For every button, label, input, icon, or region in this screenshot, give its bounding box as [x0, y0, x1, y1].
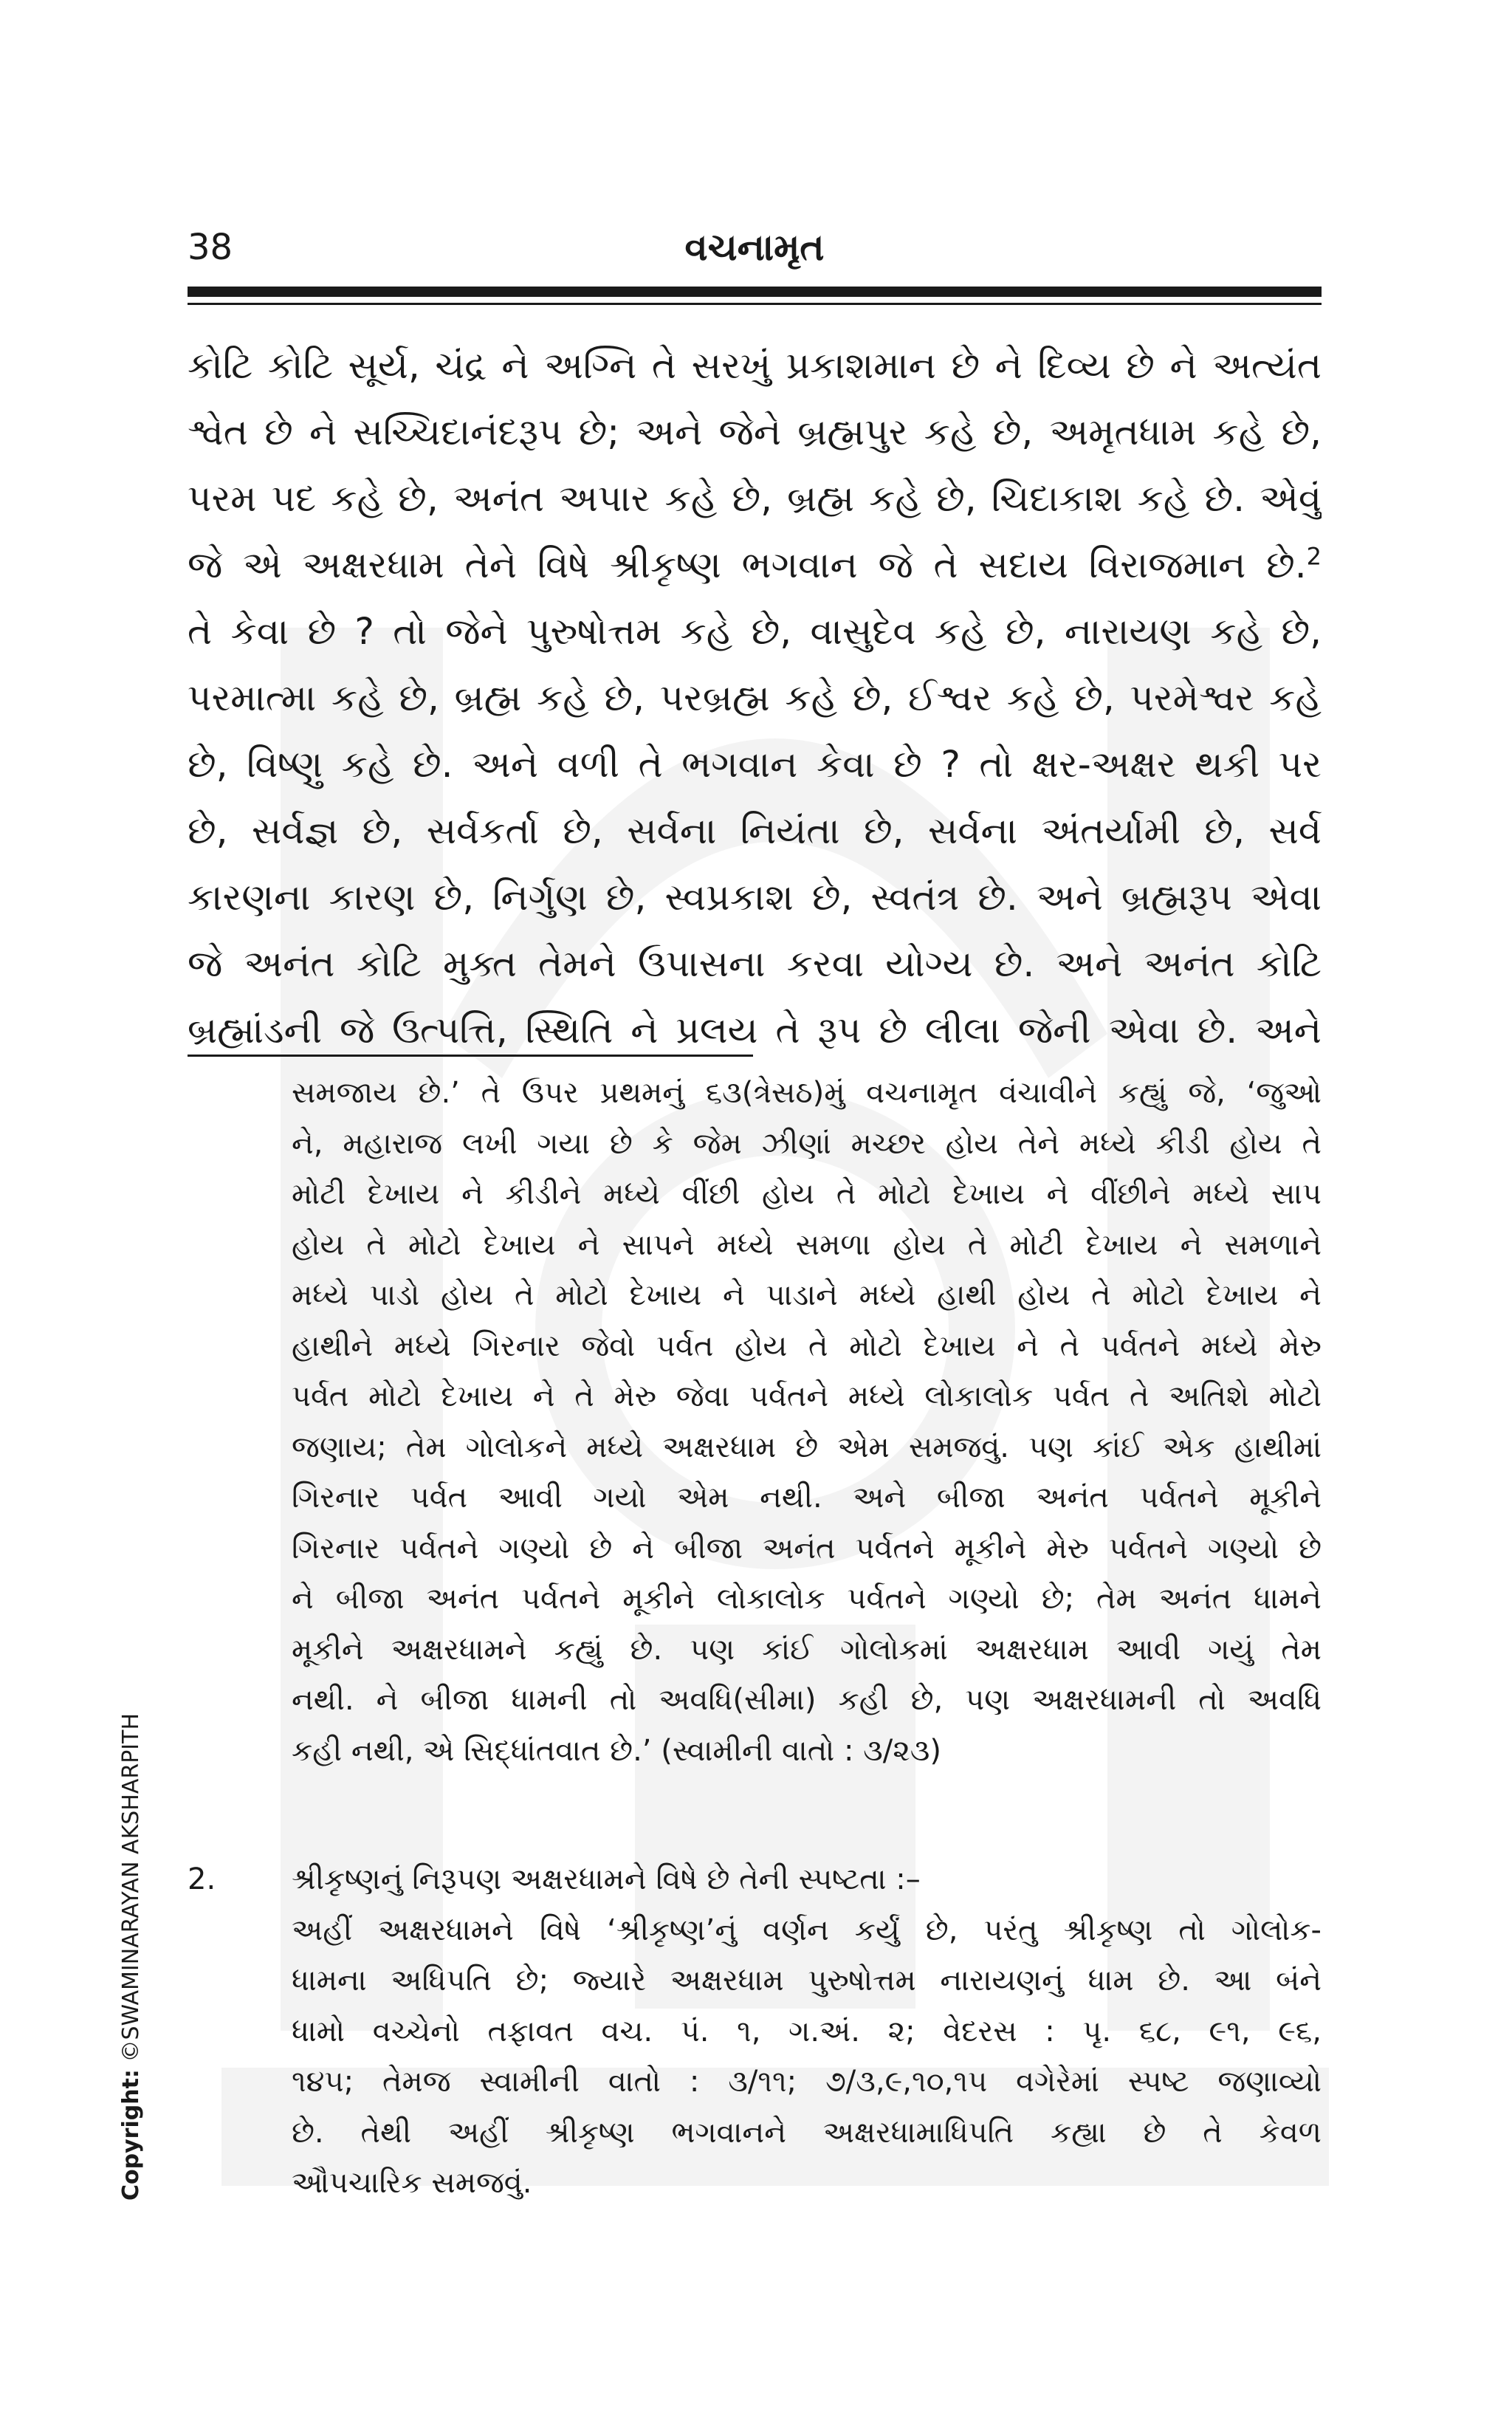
copyright-notice [117, 1713, 146, 2201]
main-text-line: શ્વેત છે ને સચ્ચિદાનંદરૂપ છે; અને જેને બ્રહ્મપુર કહે છે, અમૃતધામ કહે છે, [188, 411, 1322, 453]
footnote-line: ૧૪૫; તેમજ સ્વામીની વાતો : ૩/૧૧; ૭/૩,૯,૧૦,૧૫ વગેરેમાં સ્પષ્ટ જણાવ્યો [292, 2065, 1322, 2099]
footnote-line: હોય તે મોટો દેખાય ને સાપને મધ્યે સમળા હોય તે મોટી દેખાય ને સમળાને [292, 1227, 1322, 1262]
main-text-line [188, 532, 1322, 598]
copyright-label: Copyright: [118, 2069, 144, 2201]
footnote-2-heading: શ્રીકૃષ્ણનું નિરૂપણ અક્ષરધામને વિષે છે તેની સ્પષ્ટતા :– [292, 1862, 921, 1896]
footnote-line: મોટી દેખાય ને કીડીને મધ્યે વીંછી હોય તે મોટો દેખાય ને વીંછીને મધ્યે સાપ [292, 1177, 1322, 1211]
page-header [188, 222, 1322, 281]
running-title: વચનામૃત [684, 226, 825, 269]
main-text-line: કોટિ કોટિ સૂર્ય, ચંદ્ર ને અગ્નિ તે સરખું પ્રકાશમાન છે ને દિવ્ય છે ને અત્યંત [188, 344, 1322, 387]
footnote-line: મધ્યે પાડો હોય તે મોટો દેખાય ને પાડાને મધ્યે હાથી હોય તે મોટો દેખાય ને [292, 1278, 1322, 1312]
footnote-line: પર્વત મોટો દેખાય ને તે મેરુ જેવા પર્વતને મધ્યે લોકાલોક પર્વત તે અતિશે મોટો [292, 1379, 1322, 1413]
footnote-reference: 2 [1306, 542, 1322, 571]
main-text-line: છે, વિષ્ણુ કહે છે. અને વળી તે ભગવાન કેવા છે ? તો ક્ષર-અક્ષર થકી પર [188, 743, 1322, 786]
header-rule-thick [188, 287, 1322, 297]
copyright-text: ©SWAMINARAYAN AKSHARPITH [118, 1712, 144, 2063]
footnote-line: ને બીજા અનંત પર્વતને મૂકીને લોકાલોક પર્વતને ગણ્યો છે; તેમ અનંત ધામને [292, 1582, 1322, 1616]
header-rule-thin [188, 303, 1322, 305]
footnote-line: ને, મહારાજ લખી ગયા છે કે જેમ ઝીણાં મચ્છર હોય તેને મધ્યે કીડી હોય તે [292, 1126, 1322, 1161]
main-text-line: કારણના કારણ છે, નિર્ગુણ છે, સ્વપ્રકાશ છે, સ્વતંત્ર છે. અને બ્રહ્મરૂપ એવા [188, 876, 1322, 919]
footnote-line: અહીં અક્ષરધામને વિષે ‘શ્રીકૃષ્ણ’નું વર્ણન કર્યું છે, પરંતુ શ્રીકૃષ્ણ તો ગોલોક- [292, 1913, 1322, 1947]
main-text-span: જે એ અક્ષરધામ તેને વિષે શ્રીકૃષ્ણ ભગવાન જે તે સદાય વિરાજમાન છે. [188, 544, 1307, 586]
footnote-line: નથી. ને બીજા ધામની તો અવધિ(સીમા) કહી છે, પણ અક્ષરધામની તો અવધિ [292, 1683, 1322, 1717]
main-text-line: પરમાત્મા કહે છે, બ્રહ્મ કહે છે, પરબ્રહ્મ કહે છે, ઈશ્વર કહે છે, પરમેશ્વર કહે [188, 676, 1322, 719]
footnote-line: છે. તેથી અહીં શ્રીકૃષ્ણ ભગવાનને અક્ષરધામાધિપતિ કહ્યા છે તે કેવળ [292, 2115, 1322, 2150]
footnote-2-marker: 2. [188, 1862, 216, 1896]
footnote-line: ધામો વચ્ચેનો તફાવત વચ. પં. ૧, ગ.અં. ૨; વેદરસ : પૃ. ૬૮, ૯૧, ૯૬, [292, 2014, 1322, 2048]
footnote-line: હાથીને મધ્યે ગિરનાર જેવો પર્વત હોય તે મોટો દેખાય ને તે પર્વતને મધ્યે મેરુ [292, 1328, 1322, 1363]
footnote-separator [188, 1055, 753, 1057]
main-text-line: બ્રહ્માંડની જે ઉત્પત્તિ, સ્થિતિ ને પ્રલય તે રૂપ છે લીલા જેની એવા છે. અને [188, 1009, 1322, 1052]
main-text-line: પરમ પદ કહે છે, અનંત અપાર કહે છે, બ્રહ્મ કહે છે, ચિદાકાશ કહે છે. એવું [188, 477, 1322, 520]
main-text-line: તે કેવા છે ? તો જેને પુરુષોત્તમ કહે છે, વાસુદેવ કહે છે, નારાયણ કહે છે, [188, 610, 1322, 653]
footnote-line: ગિરનાર પર્વત આવી ગયો એમ નથી. અને બીજા અનંત પર્વતને મૂકીને [292, 1481, 1322, 1515]
main-text-line: છે, સર્વજ્ઞ છે, સર્વકર્તા છે, સર્વના નિયંતા છે, સર્વના અંતર્યામી છે, સર્વ [188, 809, 1322, 852]
footnote-line: મૂકીને અક્ષરધામને કહ્યું છે. પણ કાંઈ ગોલોકમાં અક્ષરધામ આવી ગયું તેમ [292, 1632, 1322, 1667]
footnote-line: કહી નથી, એ સિદ્ધાંતવાત છે.’ (સ્વામીની વાતો : ૩/૨૩) [292, 1733, 941, 1768]
footnote-line: ધામના અધિપતિ છે; જ્યારે અક્ષરધામ પુરુષોત્તમ નારાયણનું ધામ છે. આ બંને [292, 1964, 1322, 1998]
footnote-line: ઔપચારિક સમજવું. [292, 2166, 532, 2200]
main-text-block [188, 332, 1322, 1063]
footnote-line: ગિરનાર પર્વતને ગણ્યો છે ને બીજા અનંત પર્વતને મૂકીને મેરુ પર્વતને ગણ્યો છે [292, 1531, 1322, 1566]
footnote-line: જણાય; તેમ ગોલોકને મધ્યે અક્ષરધામ છે એમ સમજવું. પણ કાંઈ એક હાથીમાં [292, 1430, 1322, 1464]
footnote-2 [292, 1854, 1322, 2209]
page-number: 38 [188, 227, 233, 268]
footnote-line: સમજાય છે.’ તે ઉપર પ્રથમનું ૬૩(ત્રેસઠ)મું વચનામૃત વંચાવીને કહ્યું જે, ‘જુઓ [292, 1076, 1322, 1110]
main-text-line: જે અનંત કોટિ મુક્ત તેમને ઉપાસના કરવા યોગ્ય છે. અને અનંત કોટિ [188, 942, 1322, 985]
footnote-continued [292, 1068, 1322, 1776]
